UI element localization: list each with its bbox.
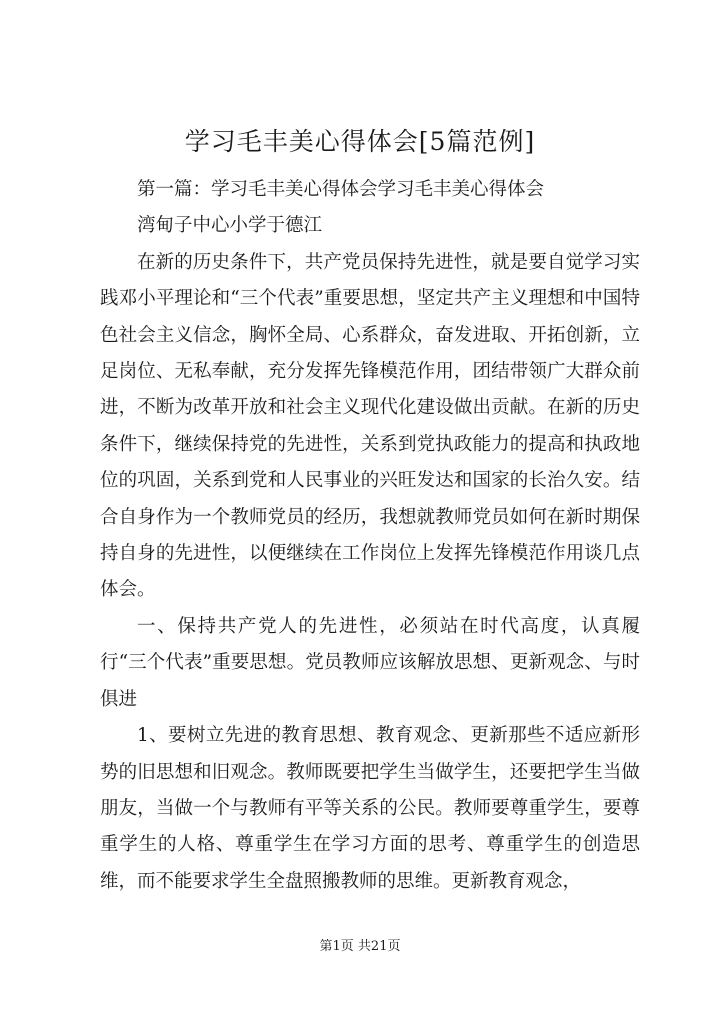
- paragraph-author: 湾甸子中心小学于德江: [137, 215, 323, 237]
- document-title: 学习毛丰美心得体会[5篇范例]: [184, 127, 536, 156]
- paragraph-section-heading: 一、保持共产党人的先进性，必须站在时代高度，认真履行“三个代表”重要思想。党员教师应该解放思想、更新观念、与时俱进: [100, 615, 640, 710]
- document-body: [100, 172, 640, 900]
- page-number-footer: 第1页 共21页: [319, 939, 401, 954]
- paragraph-body: 在新的历史条件下，共产党员保持先进性，就是要自觉学习实践邓小平理论和“三个代表”重要思想，坚定共产主义理想和中国特色社会主义信念，胸怀全局、心系群众，奋发进取、开拓创新，立足岗位、无私奉献，充分发挥先锋模范作用，团结带领广大群众前进，不断为改革开放和社会主义现代化建设做出贡献。在新的历史条件下，继续保持党的先进性，关系到党执政能力的提高和执政地位的巩固，关系到党和人民事业的兴旺发达和国家的长治久安。结合自身作为一个教师党员的经历，我想就教师党员如何在新时期保持自身的先进性，以便继续在工作岗位上发挥先锋模范作用谈几点体会。: [100, 251, 640, 601]
- paragraph-chapter-heading: 第一篇：学习毛丰美心得体会学习毛丰美心得体会: [137, 179, 545, 200]
- paragraph-body: 1、要树立先进的教育思想、教育观念、更新那些不适应新形势的旧思想和旧观念。教师既要把学生当做学生，还要把学生当做朋友，当做一个与教师有平等关系的公民。教师要尊重学生，要尊重学生的人格、尊重学生在学习方面的思考、尊重学生的创造思维，而不能要求学生全盘照搬教师的思维。更新教育观念，: [100, 725, 640, 892]
